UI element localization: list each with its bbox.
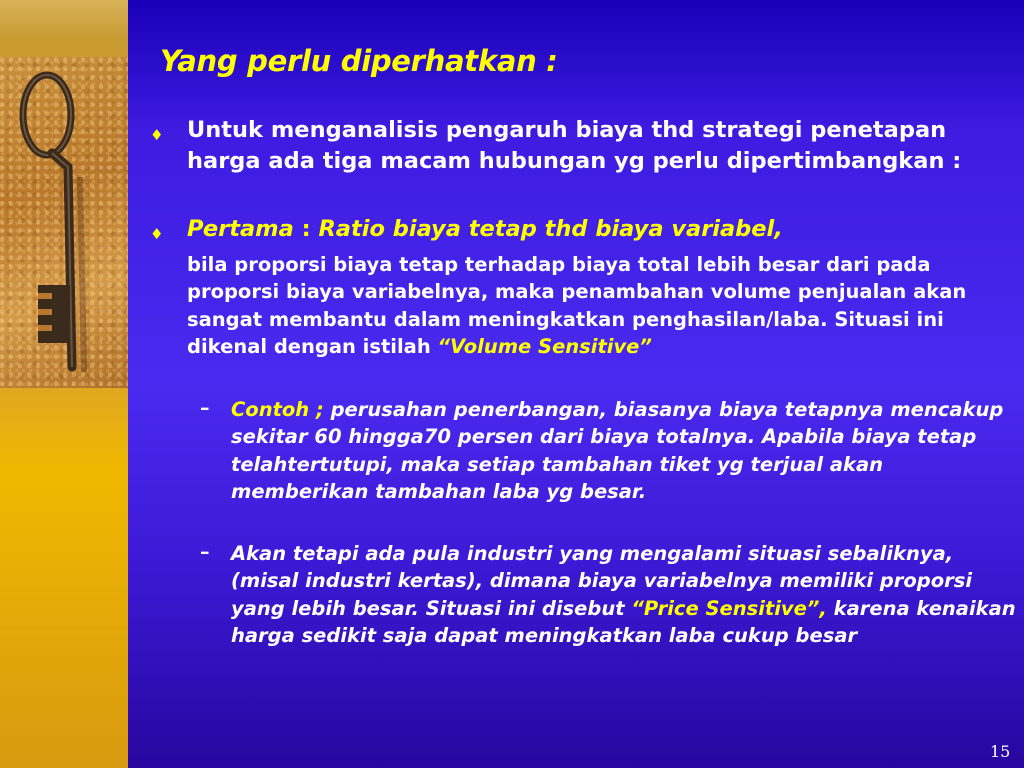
dash-bullet-icon: – bbox=[200, 397, 210, 419]
bullet-pertama-body bbox=[187, 251, 1012, 360]
bullet-pertama-heading bbox=[187, 214, 977, 245]
slide-title: Yang perlu diperhatkan : bbox=[160, 44, 558, 78]
bullet-intro: Untuk menganalisis pengaruh biaya thd strategi penetapan harga ada tiga macam hubungan yg perlu dipertimbangkan : bbox=[187, 117, 962, 174]
contoh-text: perusahan penerbangan, biasanya biaya tetapnya mencakup sekitar 60 hingga70 persen dari biaya totalnya. Apabila biaya tetap telahtertutupi, maka setiap tambahan tiket yg terjual akan memberikan tambahan laba yg besar. bbox=[231, 398, 1004, 503]
price-sensitive-text-after: karena kenaikan harga sedikit saja dapat meningkatkan laba cukup besar bbox=[231, 596, 1016, 647]
contoh-label: Contoh ; bbox=[231, 398, 324, 421]
sub-bullet-price-sensitive bbox=[231, 540, 1016, 649]
key-icon bbox=[0, 57, 128, 388]
pertama-label: Pertama bbox=[187, 216, 294, 242]
diamond-bullet-icon: ♦ bbox=[150, 225, 164, 243]
pertama-heading-text: Ratio biaya tetap thd biaya variabel, bbox=[318, 216, 783, 242]
diamond-bullet-icon: ♦ bbox=[150, 126, 164, 144]
pertama-body-text: bila proporsi biaya tetap terhadap biaya total lebih besar dari pada proporsi biaya variabelnya, maka penambahan volume penjualan akan sangat membantu dalam meningkatkan penghasilan/laba. Situasi ini dikenal dengan istilah bbox=[187, 253, 967, 358]
dash-bullet-icon: – bbox=[200, 541, 210, 563]
volume-sensitive-term: “Volume Sensitive” bbox=[437, 334, 652, 358]
pertama-separator: : bbox=[293, 216, 319, 242]
price-sensitive-term: “Price Sensitive”, bbox=[631, 596, 827, 620]
price-sensitive-text: Akan tetapi ada pula industri yang mengalami situasi sebaliknya, (misal industri kertas), dimana biaya variabelnya memiliki proporsi yang lebih besar. Situasi ini disebut bbox=[231, 542, 973, 620]
key-photo bbox=[0, 57, 128, 388]
page-number: 15 bbox=[990, 742, 1011, 761]
sub-bullet-contoh bbox=[231, 396, 1016, 505]
